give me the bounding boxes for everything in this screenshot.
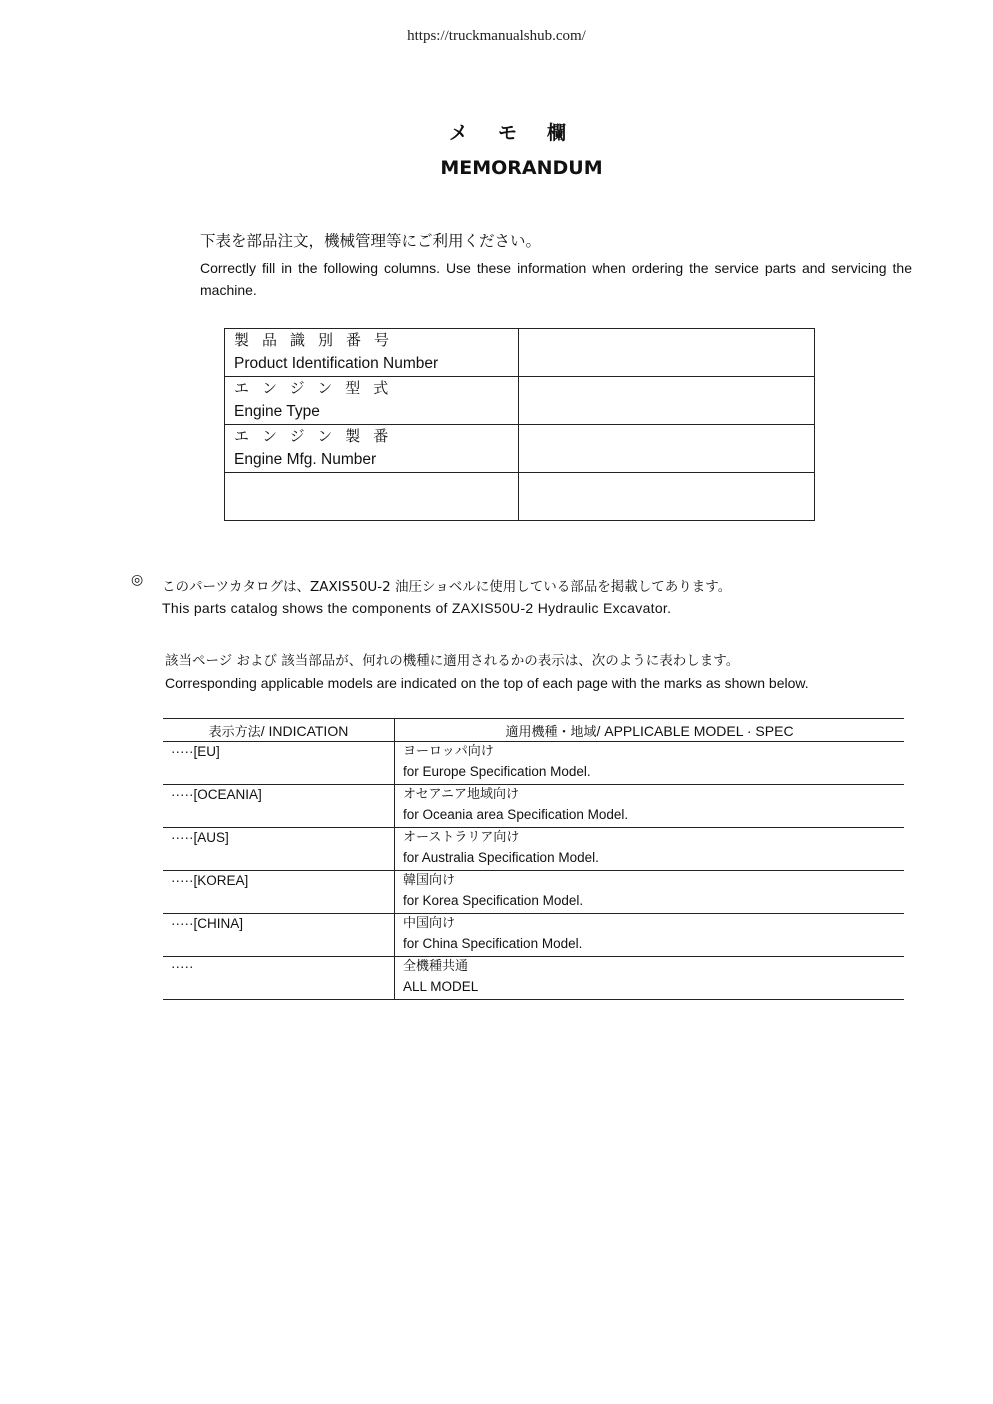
table-row xyxy=(163,914,904,957)
indication-mark: ·····[CHINA] xyxy=(163,914,395,957)
table-row xyxy=(225,377,815,425)
row-label xyxy=(225,377,519,425)
table-row xyxy=(163,957,904,1000)
source-url: https://truckmanualshub.com/ xyxy=(407,28,586,44)
model-en: for China Specification Model. xyxy=(403,936,583,951)
table-row xyxy=(225,473,815,521)
table-row xyxy=(225,329,815,377)
table-row xyxy=(163,742,904,785)
label-en: Engine Type xyxy=(234,403,320,420)
blank-value-field[interactable] xyxy=(519,473,815,521)
model-en: for Europe Specification Model. xyxy=(403,764,591,779)
indication-mark: ····· xyxy=(163,957,395,1000)
table-row xyxy=(225,425,815,473)
row-label xyxy=(225,329,519,377)
model-cell xyxy=(395,828,905,871)
model-cell xyxy=(395,785,905,828)
model-jp: オセアニア地域向け xyxy=(403,787,519,802)
indication-note-jp: 該当ページ および 該当部品が、何れの機種に適用されるかの表示は、次のように表わします。 xyxy=(165,653,740,669)
header-model-jp: 適用機種・地域 xyxy=(505,724,597,740)
model-jp: ヨーロッパ向け xyxy=(403,744,494,759)
label-jp: エンジン型式 xyxy=(234,379,402,397)
catalog-note-jp: このパーツカタログは、ZAXIS50U-2 油圧ショベルに使用している部品を掲載してあります。 xyxy=(162,579,732,595)
model-en: for Korea Specification Model. xyxy=(403,893,584,908)
model-jp: 全機種共通 xyxy=(403,959,469,974)
row-label xyxy=(225,425,519,473)
identification-table xyxy=(224,328,815,521)
page-title: MEMORANDUM xyxy=(440,157,603,179)
indication-mark: ·····[AUS] xyxy=(163,828,395,871)
label-en: Engine Mfg. Number xyxy=(234,451,377,468)
model-jp: 韓国向け xyxy=(403,873,456,888)
model-jp: 中国向け xyxy=(403,916,456,931)
engine-type-field[interactable] xyxy=(519,377,815,425)
table-header-row xyxy=(163,719,904,742)
table-row xyxy=(163,785,904,828)
product-id-field[interactable] xyxy=(519,329,815,377)
model-cell xyxy=(395,914,905,957)
header-indication-en: / INDICATION xyxy=(260,722,349,739)
indication-note: Corresponding applicable models are indicated on the top of each page with the marks as shown below. xyxy=(165,675,809,691)
header-indication xyxy=(163,719,395,742)
header-model-en: / APPLICABLE MODEL · SPEC xyxy=(596,722,794,739)
header-applicable-model xyxy=(395,719,905,742)
indication-mark: ·····[OCEANIA] xyxy=(163,785,395,828)
intro-text-jp: 下表を部品注文，機械管理等にご利用ください。 xyxy=(200,232,542,250)
label-jp: エンジン製番 xyxy=(234,427,402,445)
label-jp: 製品識別番号 xyxy=(234,331,403,349)
page-title-jp: メモ欄 xyxy=(448,122,596,144)
indication-mark: ·····[KOREA] xyxy=(163,871,395,914)
catalog-note: This parts catalog shows the components of ZAXIS50U-2 Hydraulic Excavator. xyxy=(162,600,672,616)
header-indication-jp: 表示方法 xyxy=(208,724,261,740)
table-row xyxy=(163,828,904,871)
engine-mfg-number-field[interactable] xyxy=(519,425,815,473)
model-en: for Australia Specification Model. xyxy=(403,850,599,865)
model-en: ALL MODEL xyxy=(403,979,479,994)
table-row xyxy=(163,871,904,914)
indication-mark: ·····[EU] xyxy=(163,742,395,785)
double-circle-icon: ◎ xyxy=(131,572,144,588)
model-cell xyxy=(395,957,905,1000)
model-cell xyxy=(395,871,905,914)
label-en: Product Identification Number xyxy=(234,355,439,372)
model-cell xyxy=(395,742,905,785)
intro-text: Correctly fill in the following columns. Use these information when ordering the service parts and servicing the machine. xyxy=(200,260,912,298)
model-jp: オーストラリア向け xyxy=(403,830,520,845)
model-en: for Oceania area Specification Model. xyxy=(403,807,629,822)
blank-label-field[interactable] xyxy=(225,473,519,521)
indication-table xyxy=(163,718,904,1000)
